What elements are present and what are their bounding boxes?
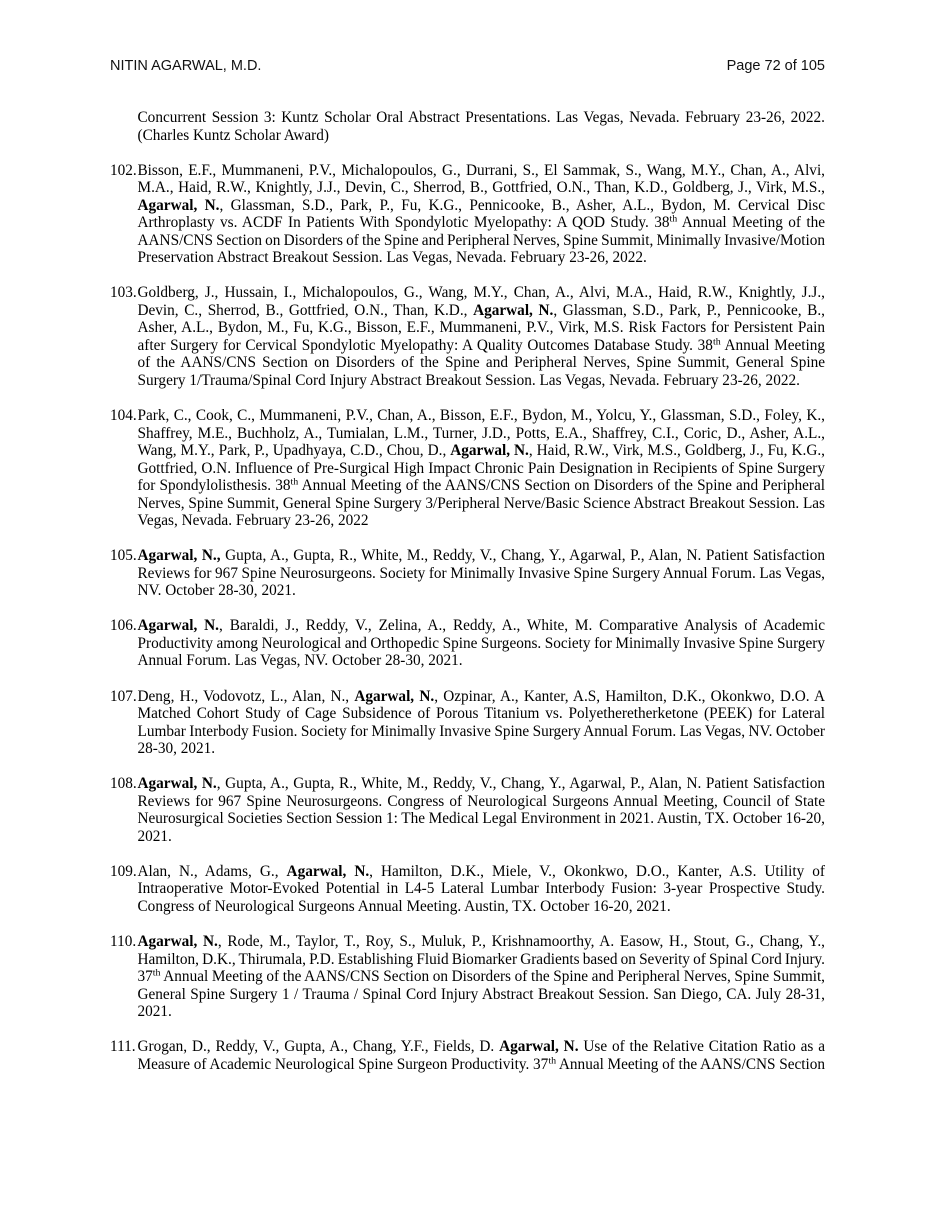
text-run: Shaffrey, M.E., Buchholz, A., Tumialan, L.M., Turner, J.D., Potts, E.A., Shaffrey, C.I., Coric, D., Asher, A.L., — [137, 424, 825, 442]
text-run: , Glassman, S.D., Park, P., Pennicooke, B., — [553, 301, 825, 319]
text-run: M.A., Haid, R.W., Knightly, J.J., Devin, C., Sherrod, B., Gottfried, O.N., Than, K.D., Goldberg, J., Virk, M.S., — [137, 179, 825, 197]
text-run: Park, C., Cook, C., Mummaneni, P.V., Chan, A., Bisson, E.F., Bydon, M., Yolcu, Y., Glassman, S.D., Foley, K., — [137, 407, 825, 425]
text-run: Vegas, Nevada. February 23-26, 2022 — [137, 512, 369, 530]
ordinal-suffix: th — [152, 967, 161, 979]
text-run: 2021. — [137, 1003, 172, 1021]
publication-entry — [110, 775, 825, 845]
text-run: , Baraldi, J., Reddy, V., Zelina, A., Reddy, A., White, M. Comparative Analysis of Academic — [219, 617, 825, 635]
text-line — [138, 635, 826, 653]
ordinal-suffix: th — [712, 336, 721, 348]
text-line — [138, 127, 826, 145]
text-run: Arthroplasty vs. ACDF In Patients With Spondylotic Myelopathy: A QOD Study. 38 — [137, 214, 670, 232]
text-run: Gottfried, O.N. Influence of Pre-Surgical High Impact Chronic Pain Designation in Recipients of Spine Surgery — [137, 459, 825, 477]
publication-entry — [110, 284, 825, 389]
entry-number: 106. — [110, 617, 137, 635]
text-run: , Haid, R.W., Virk, M.S., Goldberg, J., Fu, K.G., — [528, 442, 825, 460]
text-run: Matched Cohort Study of Cage Subsidence of Porous Titanium vs. Polyetheretherketone (PEEK) for Lateral — [137, 705, 825, 723]
text-line — [138, 565, 826, 583]
entry-number: 102. — [110, 161, 137, 179]
text-run: Productivity among Neurological and Orthopedic Spine Surgeons. Society for Minimally Invasive Spine Surgery — [137, 634, 825, 652]
text-run: Annual Meeting — [720, 336, 825, 354]
text-run: after Surgery for Cervical Spondylotic Myelopathy: A Quality Outcomes Database Study. 38 — [137, 336, 713, 354]
text-line — [138, 740, 826, 758]
highlighted-author: Agarwal, N. — [137, 775, 217, 793]
publication-entry — [110, 933, 825, 1021]
text-run: Use of the Relative Citation Ratio as a — [578, 1038, 825, 1056]
text-line — [138, 705, 826, 723]
text-line — [138, 214, 826, 232]
text-line — [138, 302, 826, 320]
text-run: Lumbar Interbody Fusion. Society for Minimally Invasive Spine Surgery Annual Forum. Las Vegas, NV. October — [137, 722, 825, 740]
text-line — [138, 898, 826, 916]
text-line — [138, 793, 826, 811]
text-line — [138, 828, 826, 846]
text-line — [138, 1056, 826, 1074]
text-run: Nerves, Spine Summit, General Spine Surgery 3/Peripheral Nerve/Basic Science Abstract Breakout Session. Las — [137, 494, 825, 512]
entry-number: 103. — [110, 284, 137, 302]
highlighted-author: Agarwal, N., — [137, 547, 221, 565]
text-run: 28-30, 2021. — [137, 740, 216, 758]
publication-list — [110, 109, 825, 1073]
text-run: AANS/CNS Section on Disorders of the Spine and Peripheral Nerves, Spine Summit, Minimally Invasive/Motion — [137, 231, 825, 249]
highlighted-author: Agarwal, N. — [354, 687, 435, 705]
text-run: Intraoperative Motor-Evoked Potential in L4-5 Lateral Lumbar Interbody Fusion: 3-year Prospective Study. — [137, 880, 825, 898]
text-line — [138, 337, 826, 355]
text-run: , Ozpinar, A., Kanter, A.S, Hamilton, D.K., Okonkwo, D.O. A — [434, 687, 825, 705]
publication-entry — [110, 407, 825, 530]
text-run: Devin, C., Sherrod, B., Gottfried, O.N., Than, K.D., — [137, 301, 474, 319]
text-line — [138, 582, 826, 600]
entry-number: 107. — [110, 687, 137, 705]
publication-entry — [110, 617, 825, 670]
entry-number: 108. — [110, 775, 137, 793]
text-line — [138, 284, 826, 302]
publication-entry — [110, 688, 825, 758]
text-line — [138, 617, 826, 635]
entry-number: 111. — [110, 1038, 136, 1056]
continued-entry — [110, 109, 825, 144]
text-run: NV. October 28-30, 2021. — [137, 582, 296, 600]
text-run: Gupta, A., Gupta, R., White, M., Reddy, V., Chang, Y., Agarwal, P., Alan, N. Patient Satisfaction — [220, 547, 825, 565]
text-line — [138, 547, 826, 565]
text-run: , Hamilton, D.K., Miele, V., Okonkwo, D.O., Kanter, A.S. Utility of — [369, 862, 825, 880]
text-line — [138, 477, 826, 495]
text-run: Goldberg, J., Hussain, I., Michalopoulos, G., Wang, M.Y., Chan, A., Alvi, M.A., Haid, R.W., Knightly, J.J., — [137, 284, 825, 302]
highlighted-author: Agarwal, N. — [499, 1038, 579, 1056]
text-line — [138, 109, 826, 127]
text-run: Measure of Academic Neurological Spine Surgeon Productivity. 37 — [137, 1055, 549, 1073]
highlighted-author: Agarwal, N. — [137, 196, 220, 214]
text-run: Reviews for 967 Spine Neurosurgeons. Congress of Neurological Surgeons Annual Meeting, Council of State — [137, 792, 825, 810]
text-line — [138, 512, 826, 530]
ordinal-suffix: th — [548, 1055, 557, 1067]
text-line — [138, 407, 826, 425]
text-line — [138, 197, 826, 215]
text-run: Annual Meeting of the AANS/CNS Section on Disorders of the Spine and Peripheral — [298, 477, 825, 495]
text-run: Surgery 1/Trauma/Spinal Cord Injury Abstract Breakout Session. Las Vegas, Nevada. February 23-26, 2022. — [137, 371, 800, 389]
text-run: 37 — [137, 968, 153, 986]
text-line — [138, 775, 826, 793]
text-run: Annual Meeting of the AANS/CNS Section on Disorders of the Spine and Peripheral Nerves, Spine Summit, — [160, 968, 825, 986]
text-line — [138, 688, 826, 706]
publication-entry — [110, 162, 825, 267]
text-run: Reviews for 967 Spine Neurosurgeons. Society for Minimally Invasive Spine Surgery Annual Forum. Las Vegas, — [137, 564, 825, 582]
text-line — [138, 986, 826, 1004]
entry-number: 105. — [110, 547, 137, 565]
text-run: Preservation Abstract Breakout Session. Las Vegas, Nevada. February 23-26, 2022. — [137, 249, 647, 267]
text-run: Congress of Neurological Surgeons Annual Meeting. Austin, TX. October 16-20, 2021. — [137, 897, 671, 915]
ordinal-suffix: th — [290, 476, 299, 488]
text-line — [138, 442, 826, 460]
text-line — [138, 495, 826, 513]
text-line — [138, 652, 826, 670]
text-run: for Spondylolisthesis. 38 — [137, 477, 291, 495]
entry-number: 109. — [110, 862, 137, 880]
text-run: 2021. — [137, 827, 172, 845]
text-line — [138, 162, 826, 180]
text-run: Alan, N., Adams, G., — [137, 862, 287, 880]
author-name: NITIN AGARWAL, M.D. — [110, 58, 262, 74]
text-line — [138, 951, 826, 969]
text-line — [138, 863, 826, 881]
highlighted-author: Agarwal, N. — [450, 442, 529, 460]
publication-entry — [110, 863, 825, 916]
text-line — [138, 460, 826, 478]
text-run: Annual Meeting of the AANS/CNS Section — [556, 1055, 826, 1073]
text-run: Grogan, D., Reddy, V., Gupta, A., Chang, Y.F., Fields, D. — [137, 1038, 500, 1056]
text-line — [138, 372, 826, 390]
text-run: , Gupta, A., Gupta, R., White, M., Reddy, V., Chang, Y., Agarwal, P., Alan, N. Patient Satisfaction — [216, 775, 825, 793]
text-run: Bisson, E.F., Mummaneni, P.V., Michalopoulos, G., Durrani, S., El Sammak, S., Wang, M.Y., Chan, A., Alvi, — [137, 161, 825, 179]
entry-number: 110. — [110, 932, 137, 950]
entry-number: 104. — [110, 407, 137, 425]
text-run: Wang, M.Y., Park, P., Upadhyaya, C.D., Chou, D., — [137, 442, 451, 460]
highlighted-author: Agarwal, N. — [137, 617, 219, 635]
text-run: Hamilton, D.K., Thirumala, P.D. Establishing Fluid Biomarker Gradients based on Severity of Spinal Cord Injury. — [137, 950, 825, 968]
text-line — [138, 723, 826, 741]
highlighted-author: Agarwal, N. — [286, 862, 370, 880]
text-run: Deng, H., Vodovotz, L., Alan, N., — [137, 687, 355, 705]
text-run: Neurosurgical Societies Section Session 1: The Medical Legal Environment in 2021. Austin, TX. October 16-20, — [137, 810, 825, 828]
text-line — [138, 1038, 826, 1056]
text-line — [138, 232, 826, 250]
text-run: Annual Meeting of the — [677, 214, 825, 232]
text-line — [138, 319, 826, 337]
page-header — [110, 57, 825, 75]
text-line — [138, 249, 826, 267]
text-run: Concurrent Session 3: Kuntz Scholar Oral Abstract Presentations. Las Vegas, Nevada. February 23-26, 2022. — [137, 109, 825, 126]
text-run: , Rode, M., Taylor, T., Roy, S., Muluk, P., Krishnamoorthy, A. Easow, H., Stout, G., Chang, Y., — [217, 932, 825, 950]
text-line — [138, 933, 826, 951]
highlighted-author: Agarwal, N. — [473, 301, 554, 319]
text-run: , Glassman, S.D., Park, P., Fu, K.G., Pennicooke, B., Asher, A.L., Bydon, M. Cervical Disc — [219, 196, 825, 214]
text-run: Annual Forum. Las Vegas, NV. October 28-30, 2021. — [137, 652, 463, 670]
publication-entry — [110, 547, 825, 600]
text-line — [138, 810, 826, 828]
text-run: General Spine Surgery 1 / Trauma / Spinal Cord Injury Abstract Breakout Session. San Diego, CA. July 28-31, — [137, 985, 825, 1003]
page-number: Page 72 of 105 — [726, 58, 825, 74]
text-run: (Charles Kuntz Scholar Award) — [137, 126, 329, 144]
text-line — [138, 354, 826, 372]
text-run: of the AANS/CNS Section on Disorders of the Spine and Peripheral Nerves, Spine Summit, General Spine — [137, 354, 825, 372]
text-line — [138, 880, 826, 898]
text-line — [138, 1003, 826, 1021]
publication-entry — [110, 1038, 825, 1073]
text-line — [138, 179, 826, 197]
text-line — [138, 968, 826, 986]
text-run: Asher, A.L., Bydon, M., Fu, K.G., Bisson, E.F., Mummaneni, P.V., Virk, M.S. Risk Factors for Persistent Pain — [137, 319, 825, 337]
highlighted-author: Agarwal, N. — [137, 932, 218, 950]
text-line — [138, 425, 826, 443]
ordinal-suffix: th — [669, 213, 678, 225]
